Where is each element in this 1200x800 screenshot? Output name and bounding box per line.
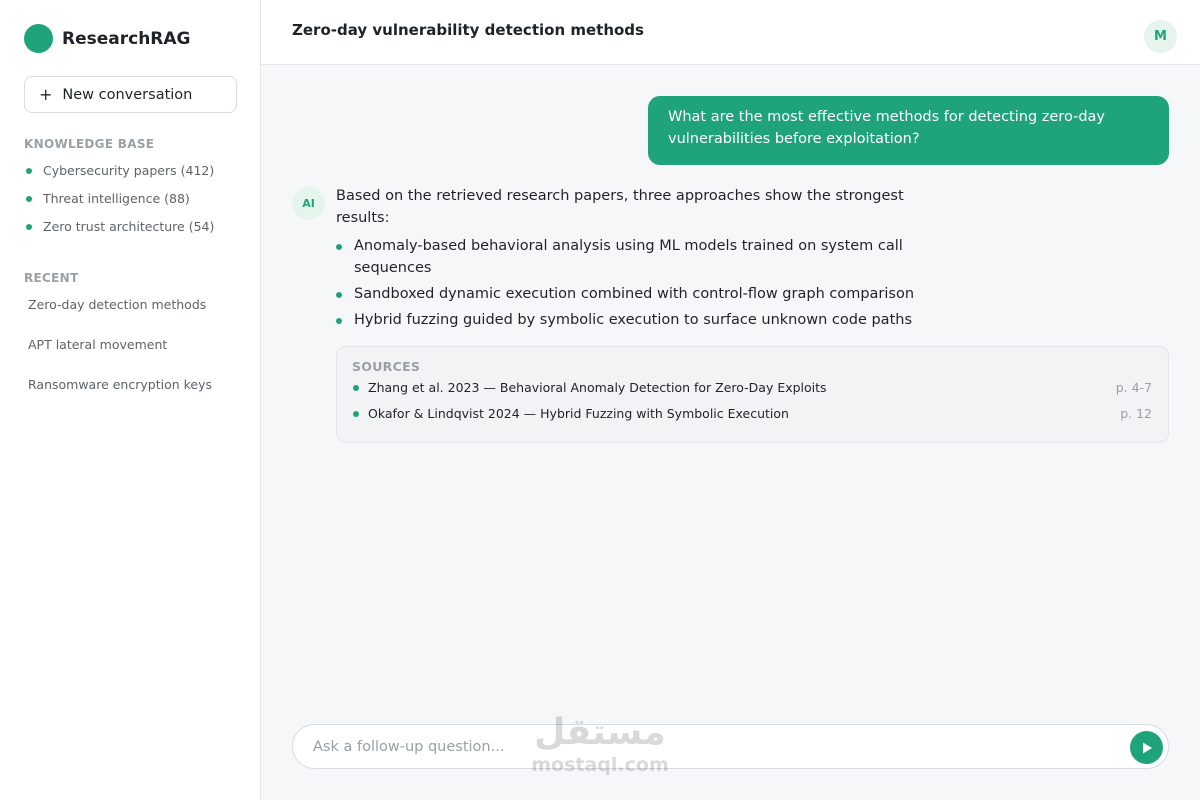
play-icon (1140, 741, 1154, 755)
source-pages: p. 4-7 (1115, 380, 1152, 395)
follow-up-input[interactable] (313, 735, 1113, 759)
bullet-text: Hybrid fuzzing guided by symbolic execution to surface unknown code paths (354, 312, 912, 328)
composer (292, 724, 1169, 769)
app-name: ResearchRAG (62, 28, 191, 49)
user-message-bubble: What are the most effective methods for detecting zero-day vulnerabilities before exploitation? (648, 96, 1169, 165)
plus-icon: + (39, 84, 53, 104)
source-item[interactable] (352, 380, 1152, 398)
source-item[interactable] (352, 406, 1152, 424)
conversation-header (261, 0, 1200, 65)
ai-response-bullet (336, 235, 956, 279)
knowledge-base-label: Zero trust architecture (54) (43, 219, 215, 234)
brand (24, 24, 191, 53)
knowledge-base-label: Threat intelligence (88) (43, 191, 190, 206)
ai-response-bullet (336, 283, 956, 305)
source-dot-icon (353, 411, 359, 417)
sidebar (0, 0, 261, 800)
knowledge-base-label: Cybersecurity papers (412) (43, 163, 215, 178)
user-avatar[interactable]: M (1144, 20, 1177, 53)
ai-response-intro: Based on the retrieved research papers, three approaches show the strongest results: (336, 188, 904, 226)
new-conversation-label: New conversation (62, 86, 193, 103)
bullet-text: Sandboxed dynamic execution combined with control-flow graph comparison (354, 286, 915, 302)
ai-response-bullet (336, 309, 956, 331)
sources-panel (336, 346, 1169, 443)
bullet-dot-icon (336, 318, 342, 324)
bullet-text: Anomaly-based behavioral analysis using ML models trained on system call sequences (354, 238, 903, 276)
ai-avatar: AI (292, 187, 325, 220)
source-title: Okafor & Lindqvist 2024 — Hybrid Fuzzing with Symbolic Execution (368, 406, 789, 421)
recent-item-apt[interactable]: APT lateral movement (28, 337, 168, 352)
knowledge-base-title: KNOWLEDGE BASE (24, 137, 155, 151)
bullet-dot-icon (336, 244, 342, 250)
knowledge-base-item-zero-trust[interactable] (24, 219, 214, 234)
send-button[interactable] (1130, 731, 1163, 764)
recent-item-zero-day[interactable]: Zero-day detection methods (28, 297, 207, 312)
bullet-dot-icon (336, 292, 342, 298)
source-pages: p. 12 (1120, 406, 1152, 421)
recent-title: RECENT (24, 271, 79, 285)
status-dot-icon (26, 224, 32, 230)
status-dot-icon (26, 168, 32, 174)
source-title: Zhang et al. 2023 — Behavioral Anomaly Detection for Zero-Day Exploits (368, 380, 827, 395)
brand-logo (24, 24, 53, 53)
conversation-title: Zero-day vulnerability detection methods (292, 21, 644, 39)
knowledge-base-item-threat-intelligence[interactable] (24, 191, 190, 206)
source-dot-icon (353, 385, 359, 391)
watermark-latin: mostaql.com (531, 754, 669, 776)
recent-item-ransomware[interactable]: Ransomware encryption keys (28, 377, 213, 392)
sources-title: SOURCES (352, 359, 421, 374)
status-dot-icon (26, 196, 32, 202)
new-conversation-button[interactable] (24, 76, 237, 113)
watermark-logo (520, 712, 680, 784)
knowledge-base-item-cybersecurity[interactable] (24, 163, 214, 178)
watermark-arabic: مستقل (534, 712, 666, 753)
